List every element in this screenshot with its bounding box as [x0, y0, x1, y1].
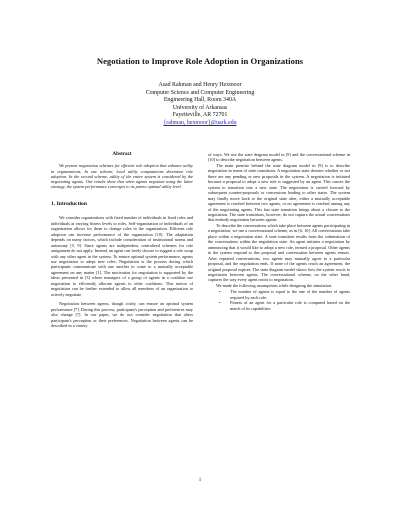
- paragraph: The main premise behind the state diagram model in [9] is to describe negotiation in terms of state transitions. A negotiation state denotes whether or not there are any pending or new proposals in the system. A negotiation is initiated because a proposal to adopt a new role is suggested by an agent. This causes the system to transition into a new state. The negotiation is carried forward by subsequent counter-proposals or concessions leading to other states. The system may finally move back to the original state after, either a mutually acceptable agreement is reached between two agents, or no agreement is reached among any of the negotiating agents. This last state transition brings about a closure to the negotiation. The state transitions, however, do not capture the actual conversations that embody negotiation between agents.: [208, 162, 350, 223]
- email-link[interactable]: {rahman, hexmoor}@uark.edu: [163, 119, 237, 126]
- left-column: [51, 152, 193, 328]
- abstract-text: We present negotiation schemes for efficient role adoption that enhance utility in organizations. In one scheme, local utility computations determine role adoption. In the second scheme, utility of the entire system is considered by the negotiating agents. Our results show that when agents negotiate using the latter strategy, the system performance converges to its pareto optimal utility level.: [51, 163, 193, 189]
- affiliation-line: University of Arkansas: [172, 104, 228, 111]
- paragraph: We made the following assumptions while designing the simulation.: [216, 282, 333, 288]
- affiliation-line: Engineering Hall, Room 340A: [163, 97, 237, 104]
- paragraph: To describe the conversations which take place between agents participating in a negotiation, we use a conversational scheme, as in [6, 10]. All conversations take place within a negotiation state. A state transition results from the culmination of the conversations within the negotiation state. An agent initiates a negotiation by announcing that it would like to adopt a new role, termed a proposal. Other agents in the system respond to this proposal and conversation between agents ensues. After repeated conversations, two agents may mutually agree to a particular proposal, and the negotiation ends. If none of the agents reach an agreement, the original proposal expires. The state diagram model shows how the system reacts to negotiation between agents. The conversational scheme, on the other hand, captures the way every agent reacts to negotiation.: [208, 222, 350, 283]
- list-item: • The number of agents is equal to the one of the number of agents required by each role.: [208, 289, 350, 300]
- section-heading: 1. Introduction: [51, 200, 87, 207]
- page-number: 1: [198, 478, 202, 483]
- assumption-list: [208, 289, 350, 311]
- author-block: [0, 82, 400, 128]
- paper-title: Negotiation to Improve Role Adoption in Organizations: [96, 56, 304, 66]
- paragraph: We consider organizations with fixed number of individuals in fixed roles and individuals at varying fitness levels to roles. Self-organization of individuals of an organization allows for them to change roles in the organization. Efficient role adoption can increase performance of the organization [10]. The adaptation depends on many factors, which include consideration of institutional norms and autonomy [5, 9]. Since agents are independent, centralized schemes for role assignment do not apply. Instead, an agent can freely choose to suggest a role swap with any other agent in the system. To ensure optimal system performance, agents use negotiation to adopt new roles. Negotiation is the process during which participants communicate with one another to come to a mutually acceptable agreement on any matter [1]. The motivation for negotiation is supported by the ideas presented in [3] where managers of a group of agents in a coalition use negotiation to efficiently allocate agents to other coalitions. This notion of negotiation can be further extended to allow all members of an organization to actively negotiate.: [51, 215, 193, 297]
- affiliation-line: Computer Science and Computer Engineering: [145, 89, 255, 96]
- right-column: [208, 152, 350, 311]
- paragraph: of ways. We use the state diagram model in [9] and the conversational scheme in [10] to describe negotiation between agents.: [208, 152, 350, 163]
- abstract-heading: Abstract: [112, 151, 132, 157]
- paragraph: Negotiation between agents, though costly, can ensure an optimal system performance [7]. During this process, participant's perception and preferences may also change [7]. In our paper, we do not consider negotiation that alters participant's perception or their preferences. Negotiation between agents can be described in a variety: [51, 301, 193, 328]
- affiliation-line: Fayetteville, AR 72701: [172, 112, 228, 119]
- author-email: [0, 120, 400, 128]
- authors: Asad Rahman and Henry Hexmoor: [158, 82, 242, 88]
- list-item: • Fitness of an agent for a particular role is computed based on the match of its capabilities: [208, 300, 350, 311]
